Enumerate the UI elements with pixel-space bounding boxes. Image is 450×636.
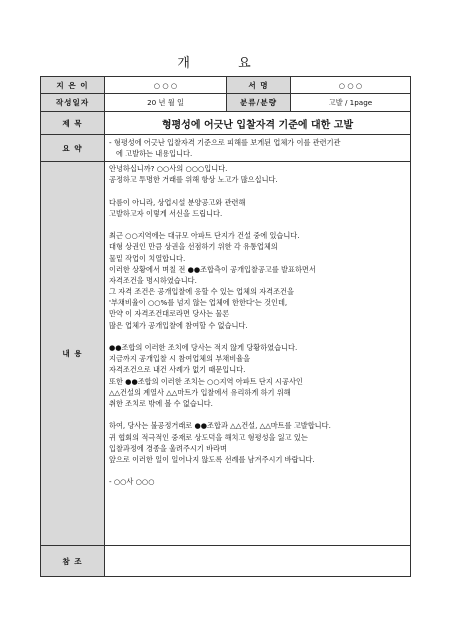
content-line: 그 자격 조건은 공개입찰에 응할 수 있는 업체의 자격조건을 xyxy=(109,287,294,297)
content-line: 하여, 당사는 불공정거래로 ●●조합과 △△건설, △△마트를 고발합니다. xyxy=(109,421,331,431)
subject-value: 형평성에 어긋난 입찰자격 기준에 대한 고발 xyxy=(105,112,411,135)
content-line: 취한 조치로 밖에 볼 수 없습니다. xyxy=(109,398,213,408)
content-line: 입찰과정에 경종을 울려주시기 바라며 xyxy=(109,443,227,453)
content-line: △△건설의 계열사 △△마트가 입찰에서 유리하게 하기 위해 xyxy=(109,387,291,397)
content-line: 고발하고자 이렇게 서신을 드립니다. xyxy=(109,208,223,218)
content-line: 귀 협회의 적극적인 중재로 상도덕을 해치고 형평성을 잃고 있는 xyxy=(109,432,308,442)
content-line: 또한 ●●조합의 이러한 조치는 ○○지역 아파트 단지 시공사인 xyxy=(109,376,303,386)
content-line: 만약 이 자격조건대로라면 당사는 물론 xyxy=(109,309,230,319)
content-line: 물밑 작업이 치열합니다. xyxy=(109,253,186,263)
date-label: 작성일자 xyxy=(41,94,105,112)
content-line xyxy=(109,219,406,230)
content-line: 다름이 아니라, 상업시설 분양공고와 관련해 xyxy=(109,197,246,207)
summary-form-table xyxy=(40,76,411,577)
content-line: 대형 상권인 만큼 상권을 선점하기 위한 각 유통업체의 xyxy=(109,242,278,252)
content-line: 자격조건을 명시하였습니다. xyxy=(109,275,197,285)
category-value: 고발 / 1page xyxy=(291,94,411,112)
author-value: ○ ○ ○ xyxy=(105,77,227,94)
reference-value xyxy=(105,546,411,577)
content-line: 이러한 상황에서 며칠 전 ●●조합측이 공개입찰공고를 발표하면서 xyxy=(109,264,316,274)
content-line: 공정하고 투명한 거래를 위해 항상 노고가 많으십니다. xyxy=(109,175,278,185)
content-line: - ○○사 ○○○ xyxy=(109,477,155,487)
content-line xyxy=(109,331,406,342)
author-label: 지 은 이 xyxy=(41,77,105,94)
content-line: 자격조건으로 내건 사례가 없기 때문입니다. xyxy=(109,365,246,375)
content-line xyxy=(109,409,406,420)
content-line: ●●조합의 이러한 조치에 당사는 적지 않게 당황하였습니다. xyxy=(109,343,298,352)
content-line xyxy=(109,185,406,196)
content-line: 많은 업체가 공개입찰에 참여할 수 없습니다. xyxy=(109,320,248,330)
date-value: 20 년 월 일 xyxy=(105,94,227,112)
name-value: ○ ○ ○ xyxy=(291,77,411,94)
content-line: 안녕하십니까? ○○사의 ○○○입니다. xyxy=(109,164,228,173)
name-label: 서 명 xyxy=(227,77,291,94)
category-label: 분류/분량 xyxy=(227,94,291,112)
content-line: 앞으로 이러한 일이 일어나지 않도록 선례를 남겨주시기 바랍니다. xyxy=(109,454,315,464)
content-line xyxy=(109,465,406,476)
reference-label: 참 조 xyxy=(41,546,105,577)
summary-line: 에 고발하는 내용입니다. xyxy=(116,149,193,158)
document-title: 개 요 xyxy=(177,56,273,71)
content-label: 내 용 xyxy=(41,162,105,546)
content-line: 지금까지 공개입찰 시 참여업체의 부채비율을 xyxy=(109,354,251,364)
subject-label: 제 목 xyxy=(41,112,105,135)
content-line: 최근 ○○지역에는 대규모 아파트 단지가 건설 중에 있습니다. xyxy=(109,231,300,241)
summary-line: - 형평성에 어긋난 입찰자격 기준으로 피해를 보게된 업체가 이를 관련기관 xyxy=(109,138,341,147)
summary-value xyxy=(105,135,411,162)
summary-label: 요 약 xyxy=(41,135,105,162)
content-body xyxy=(105,162,411,546)
content-line: '부채비율이 ○○%를 넘지 않는 업체에 한한다'는 것인데, xyxy=(109,298,288,308)
